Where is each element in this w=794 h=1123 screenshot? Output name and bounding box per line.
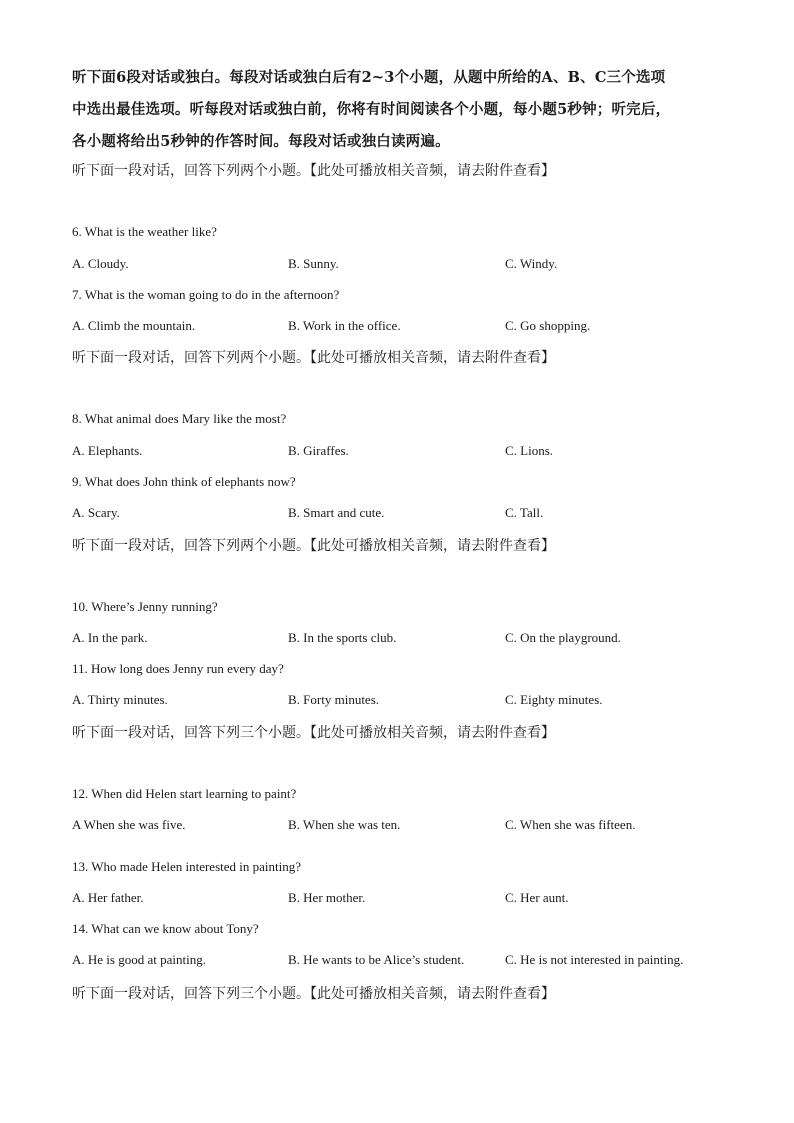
question-stem: 13. Who made Helen interested in painting? bbox=[72, 859, 301, 874]
option-c: C. Lions. bbox=[505, 443, 554, 458]
option-row bbox=[72, 505, 732, 523]
instructions-line-2: 中选出最佳选项。听每段对话或独白前，你将有时间阅读各个小题，每小题5秒钟；听完后， bbox=[72, 101, 671, 118]
option-c: C. On the playground. bbox=[505, 630, 621, 645]
option-b: B. Forty minutes. bbox=[288, 692, 380, 707]
section-heading: 听下面一段对话，回答下列两个小题。【此处可播放相关音频，请去附件查看】 bbox=[72, 538, 555, 554]
section-heading: 听下面一段对话，回答下列两个小题。【此处可播放相关音频，请去附件查看】 bbox=[72, 350, 555, 366]
option-b: B. Smart and cute. bbox=[288, 505, 385, 520]
option-a: A. Thirty minutes. bbox=[72, 692, 168, 707]
option-b: B. He wants to be Alice’s student. bbox=[288, 952, 465, 967]
option-row bbox=[72, 890, 732, 908]
option-b: B. In the sports club. bbox=[288, 630, 397, 645]
option-row bbox=[72, 630, 732, 648]
option-c: C. When she was fifteen. bbox=[505, 817, 636, 832]
section-heading: 听下面一段对话，回答下列两个小题。【此处可播放相关音频，请去附件查看】 bbox=[72, 163, 555, 179]
instructions bbox=[72, 62, 732, 158]
question-stem: 8. What animal does Mary like the most? bbox=[72, 411, 287, 426]
option-c: C. Go shopping. bbox=[505, 318, 591, 333]
option-a: A. Climb the mountain. bbox=[72, 318, 196, 333]
option-c: C. Tall. bbox=[505, 505, 544, 520]
option-a: A. Her father. bbox=[72, 890, 144, 905]
option-b: B. Sunny. bbox=[288, 256, 339, 271]
question-stem: 14. What can we know about Tony? bbox=[72, 921, 259, 936]
question-stem: 12. When did Helen start learning to paint? bbox=[72, 786, 297, 801]
option-a: A When she was five. bbox=[72, 817, 186, 832]
option-b: B. Work in the office. bbox=[288, 318, 401, 333]
option-row bbox=[72, 256, 732, 274]
option-b: B. Giraffes. bbox=[288, 443, 349, 458]
question-stem: 11. How long does Jenny run every day? bbox=[72, 661, 284, 676]
option-b: B. Her mother. bbox=[288, 890, 366, 905]
instructions-line-1: 听下面6段对话或独白。每段对话或独白后有2~3个小题，从题中所给的A、B、C三个选项 bbox=[72, 69, 666, 86]
option-a: A. Cloudy. bbox=[72, 256, 129, 271]
question-stem: 10. Where’s Jenny running? bbox=[72, 599, 218, 614]
option-c: C. He is not interested in painting. bbox=[505, 952, 684, 967]
option-c: C. Eighty minutes. bbox=[505, 692, 603, 707]
section-heading: 听下面一段对话，回答下列三个小题。【此处可播放相关音频，请去附件查看】 bbox=[72, 986, 555, 1002]
option-row bbox=[72, 817, 732, 835]
instructions-line-3: 各小题将给出5秒钟的作答时间。每段对话或独白读两遍。 bbox=[72, 133, 450, 150]
question-stem: 9. What does John think of elephants now? bbox=[72, 474, 296, 489]
option-a: A. Elephants. bbox=[72, 443, 143, 458]
option-c: C. Her aunt. bbox=[505, 890, 569, 905]
option-a: A. He is good at painting. bbox=[72, 952, 206, 967]
question-stem: 6. What is the weather like? bbox=[72, 224, 217, 239]
option-row bbox=[72, 443, 732, 461]
section-heading: 听下面一段对话，回答下列三个小题。【此处可播放相关音频，请去附件查看】 bbox=[72, 725, 555, 741]
option-a: A. Scary. bbox=[72, 505, 120, 520]
question-stem: 7. What is the woman going to do in the afternoon? bbox=[72, 287, 340, 302]
option-row bbox=[72, 318, 732, 336]
option-row bbox=[72, 952, 732, 970]
option-b: B. When she was ten. bbox=[288, 817, 401, 832]
option-row bbox=[72, 692, 732, 710]
option-a: A. In the park. bbox=[72, 630, 148, 645]
option-c: C. Windy. bbox=[505, 256, 558, 271]
